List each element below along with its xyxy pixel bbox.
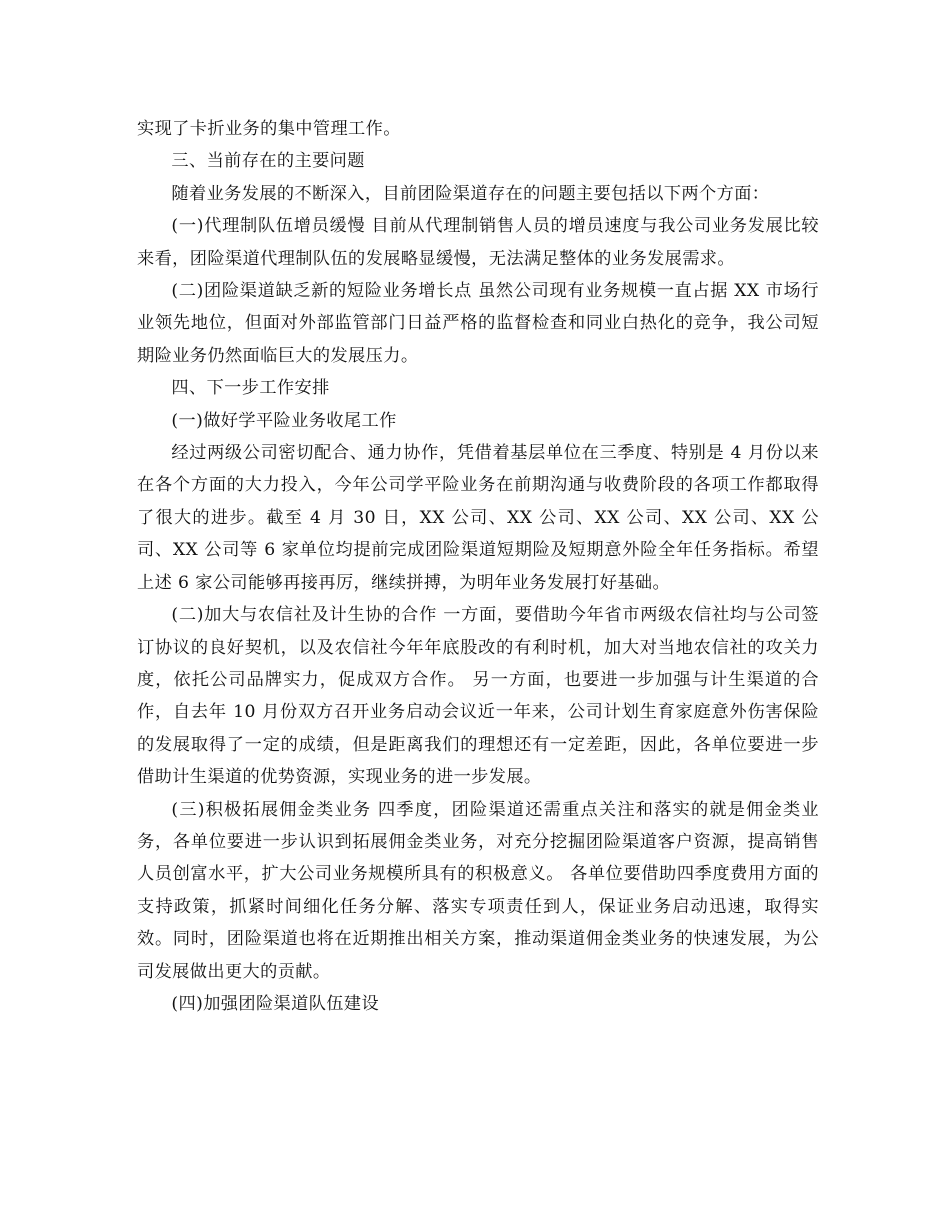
paragraph-problem-1: (一)代理制队伍增员缓慢 目前从代理制销售人员的增员速度与我公司业务发展比较来看，团险渠道代理制队伍的发展略显缓慢，无法满足整体的业务发展需求。	[137, 216, 819, 269]
document-body	[137, 113, 819, 1020]
paragraph-step-1-detail: 经过两级公司密切配合、通力协作，凭借着基层单位在三季度、特别是 4 月份以来在各个方面的大力投入，今年公司学平险业务在前期沟通与收费阶段的各项工作都取得了很大的进步。截至 4 月 30 日，XX 公司、XX 公司、XX 公司、XX 公司、XX 公司、XX 公司等 6 家单位均提前完成团险渠道短期险及短期意外险全年任务指标。希望上述 6 家公司能够再接再厉，继续拼搏，为明年业务发展打好基础。	[137, 443, 819, 593]
section-heading-current-problems: 三、当前存在的主要问题	[171, 151, 365, 172]
subheading-step-1: (一)做好学平险业务收尾工作	[171, 410, 397, 431]
subheading-step-4: (四)加强团险渠道队伍建设	[171, 993, 380, 1014]
paragraph-problem-2: (二)团险渠道缺乏新的短险业务增长点 虽然公司现有业务规模一直占据 XX 市场行业领先地位，但面对外部监管部门日益严格的监督检查和同业白热化的竞争，我公司短期险业务仍然面临巨大的发展压力。	[137, 281, 819, 366]
paragraph-step-3: (三)积极拓展佣金类业务 四季度，团险渠道还需重点关注和落实的就是佣金类业务，各单位要进一步认识到拓展佣金类业务，对充分挖掘团险渠道客户资源，提高销售人员创富水平，扩大公司业务规模所具有的积极意义。 各单位要借助四季度费用方面的支持政策，抓紧时间细化任务分解、落实专项责任到人，保证业务启动迅速，取得实效。同时，团险渠道也将在近期推出相关方案，推动渠道佣金类业务的快速发展，为公司发展做出更大的贡献。	[137, 799, 819, 982]
paragraph-problems-intro: 随着业务发展的不断深入，目前团险渠道存在的问题主要包括以下两个方面：	[171, 183, 770, 204]
paragraph-continuation: 实现了卡折业务的集中管理工作。	[137, 119, 401, 139]
paragraph-step-2: (二)加大与农信社及计生协的合作 一方面，要借助今年省市两级农信社均与公司签订协议的良好契机，以及农信社今年年底股改的有利时机，加大对当地农信社的攻关力度，依托公司品牌实力，促成双方合作。 另一方面，也要进一步加强与计生渠道的合作，自去年 10 月份双方召开业务启动会议近一年来，公司计划生育家庭意外伤害保险的发展取得了一定的成绩，但是距离我们的理想还有一定差距，因此，各单位要进一步借助计生渠道的优势资源，实现业务的进一步发展。	[137, 605, 819, 788]
section-heading-next-steps: 四、下一步工作安排	[171, 378, 330, 399]
